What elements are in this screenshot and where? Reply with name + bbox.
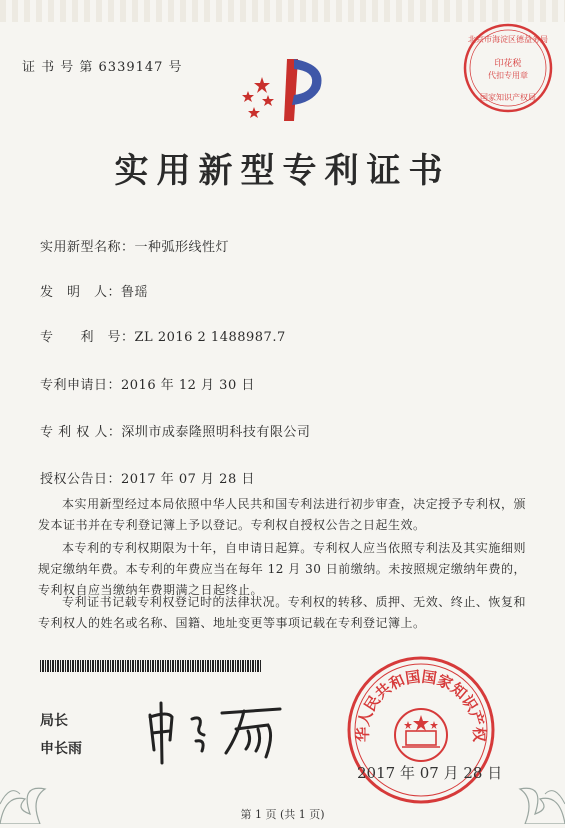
director-title: 局长	[40, 713, 68, 729]
body-paragraph: 本专利的专利权期限为十年，自申请日起算。专利权人应当依照专利法及其实施细则规定缴纳年费。本专利的年费应当在每年 12 月 30 日前缴纳。未按照规定缴纳年费的，专利权自应当缴纳年费期满之日起终止。	[38, 541, 526, 597]
handwritten-signature	[140, 695, 290, 765]
body-paragraph: 本实用新型经过本局依照中华人民共和国专利法进行初步审查，决定授予专利权，颁发本证书并在专利登记簿上予以登记。专利权自授权公告之日起生效。	[38, 497, 526, 532]
decorative-border-top	[0, 0, 565, 22]
field-label: 专利申请日：	[40, 378, 122, 393]
barcode	[40, 660, 262, 672]
field-value: 鲁瑶	[121, 285, 149, 300]
field-value: 2017 年 07 月 28 日	[121, 472, 255, 487]
field-value: 一种弧形线性灯	[134, 240, 230, 255]
field-patentee	[40, 421, 310, 440]
field-label: 专 利 权 人：	[40, 425, 122, 440]
body-paragraph: 专利证书记载专利权登记时的法律状况。专利权的转移、质押、无效、终止、恢复和专利权人的姓名或名称、国籍、地址变更等事项记载在专利登记簿上。	[38, 595, 526, 630]
tax-seal-stamp	[462, 22, 554, 114]
seal-date: 2017 年 07 月 28 日	[357, 764, 503, 782]
field-value: 深圳市成泰隆照明科技有限公司	[121, 425, 311, 440]
field-utility-model-name	[40, 236, 229, 255]
svg-text:国家知识产权局: 国家知识产权局	[480, 93, 536, 102]
svg-text:代扣专用章: 代扣专用章	[488, 71, 528, 80]
field-label: 实用新型名称：	[40, 240, 135, 255]
field-value: 2016 年 12 月 30 日	[121, 378, 255, 393]
field-inventor	[40, 281, 148, 300]
director-name: 申长雨	[40, 741, 82, 757]
field-label: 授权公告日：	[40, 472, 122, 487]
patent-office-logo-icon	[232, 55, 332, 123]
field-announcement-date	[40, 468, 255, 487]
field-label: 专 利 号：	[40, 330, 135, 345]
svg-text:中华人民共和国国家知识产权局: 华人民共和国国家知识产权	[353, 667, 489, 743]
field-value: ZL 2016 2 1488987.7	[134, 330, 286, 345]
certificate-number: 证 书 号 第 6339147 号	[22, 60, 183, 75]
document-title: 实用新型专利证书	[114, 151, 451, 191]
field-application-date	[40, 374, 255, 393]
svg-text:北京市海淀区德益务局: 北京市海淀区德益务局	[468, 35, 548, 44]
svg-text:印花税: 印花税	[494, 59, 522, 69]
field-label: 发 明 人：	[40, 285, 122, 300]
page-number: 第 1 页 (共 1 页)	[240, 808, 325, 821]
field-patent-number	[40, 326, 286, 345]
